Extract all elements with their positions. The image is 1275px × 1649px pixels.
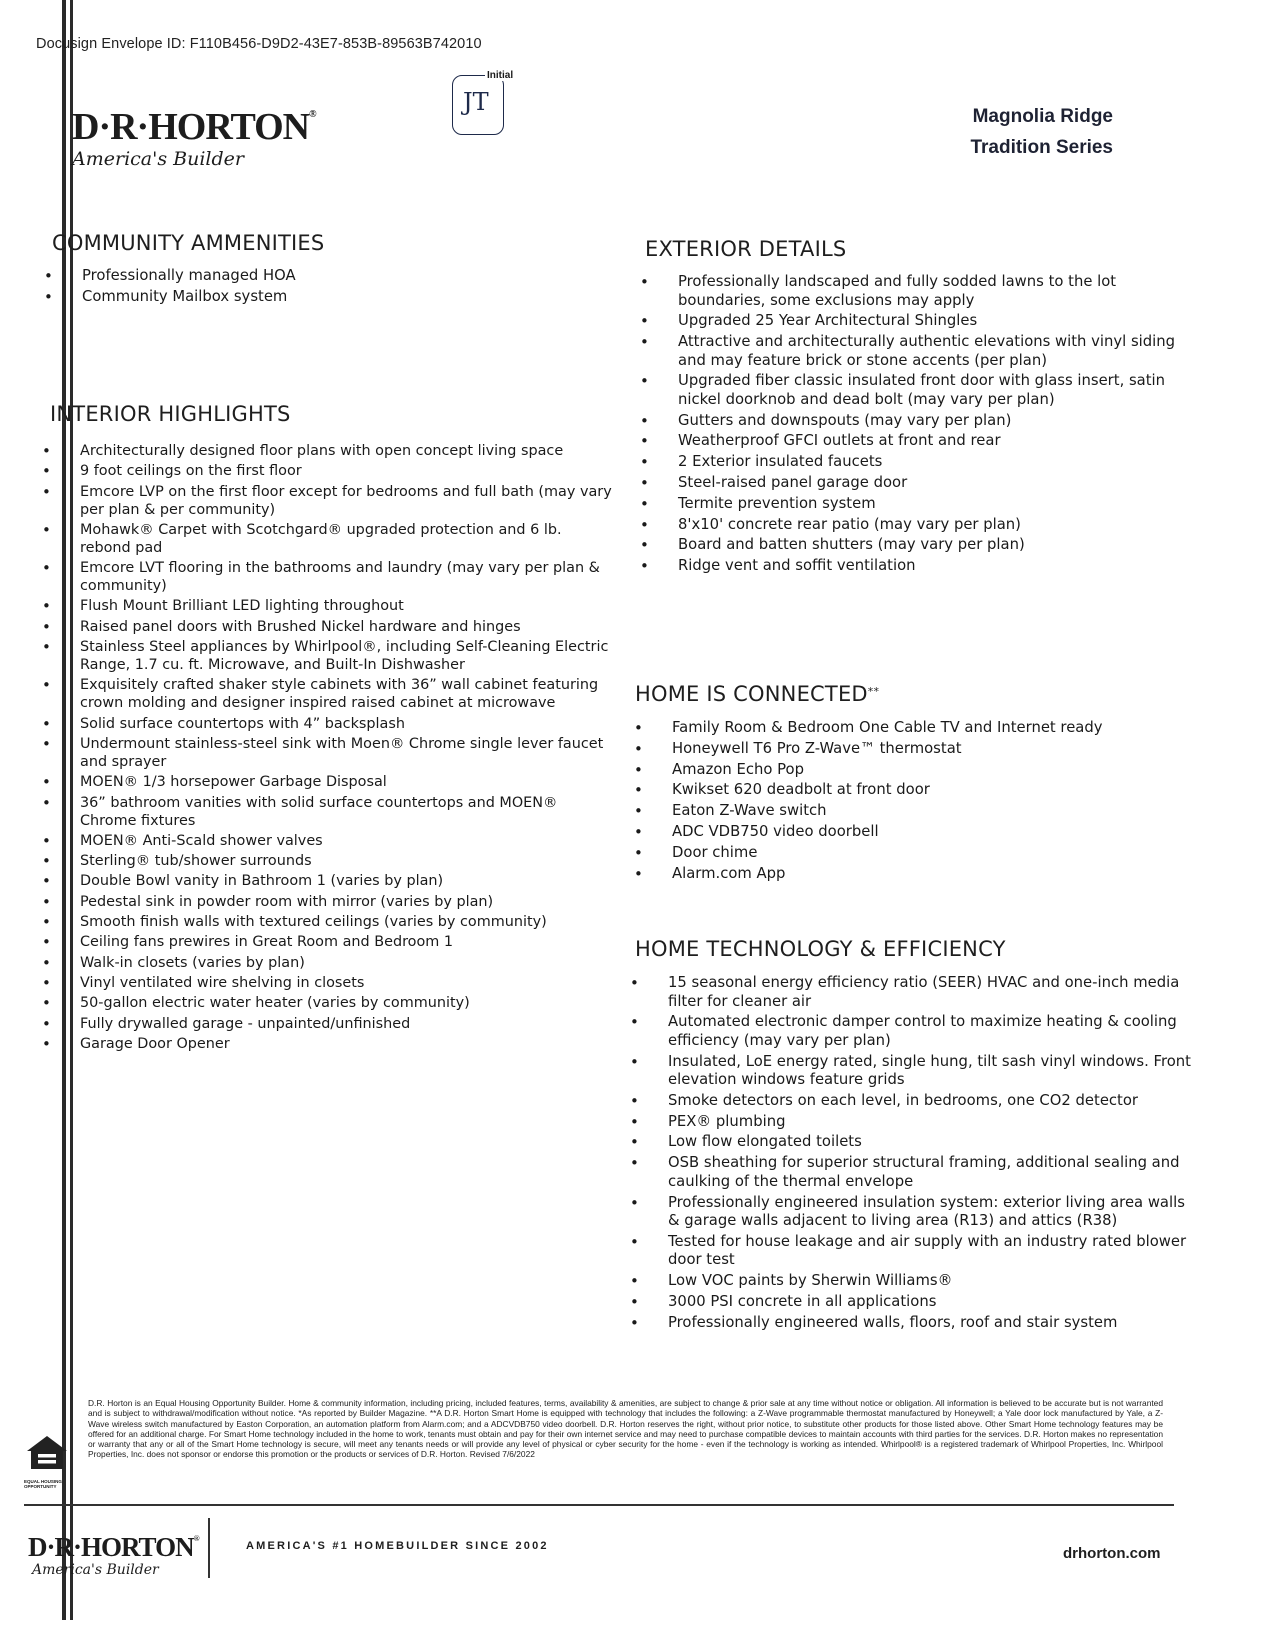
list-item: • Emcore LVP on the first floor except for bedrooms and full bath (may vary per plan & per community) (80, 483, 612, 519)
list-item: • Professionally managed HOA (82, 267, 602, 286)
brand-logo: D·R·HORTON® America's Builder (72, 106, 316, 170)
footer-brand-tagline: America's Builder (32, 1562, 159, 1578)
section-title-interior-highlights: INTERIOR HIGHLIGHTS (50, 402, 291, 426)
list-item: • Kwikset 620 deadbolt at front door (672, 781, 1177, 800)
equal-housing-logo (24, 1433, 72, 1489)
legal-disclaimer: D.R. Horton is an Equal Housing Opportunity Builder. Home & community information, including pricing, included features, terms, availability & amenities, are subject to change & prior sale at any time without notice or obligation. All information is believed to be accurate but is not warranted and is subject to withdrawal/modification without notice. *As reported by Builder Magazine. **A D.R. Horton Smart Home is equipped with technology that includes the following: a Z-Wave programmable thermostat manufactured by Honeywell; a Yale door lock manufactured by Yale, a Z-Wave wireless switch manufactured by Easton Corporation, an automation platform from Alarm.com; and a ADCVDB750 video doorbell. D.R. Horton reserves the right, without prior notice, to substitute other products for those listed above. Other Smart Home technology features may be offered for an additional charge. For Smart Home technology included in the home to work, tenants must obtain and pay for their own internet service and may need to purchase compatible devices to maintain accounts with third parties for the services. D.R. Horton makes no representation or warranty that any or all of the Smart Home technology is secure, will meet any tenants needs or will provide any level of physical or cyber security for the home - even if the technology is working as intended. Whirlpool® is a registered trademark of Whirlpool Properties, Inc. Whirlpool Properties, Inc. does not sponsor or endorse this promotion or the products or services of D.R. Horton. Revised 7/6/2022 (88, 1398, 1163, 1460)
list-item: • Tested for house leakage and air supply with an industry rated blower door test (668, 1233, 1198, 1270)
list-item: • Attractive and architecturally authentic elevations with vinyl siding and may feature brick or stone accents (per plan) (678, 333, 1183, 370)
list-item: • PEX® plumbing (668, 1113, 1198, 1132)
list-item: • Exquisitely crafted shaker style cabinets with 36” wall cabinet featuring crown molding and designer inspired raised cabinet at microwave (80, 676, 612, 712)
list-item: • Stainless Steel appliances by Whirlpool®, including Self-Cleaning Electric Range, 1.7 cu. ft. Microwave, and Built-In Dishwasher (80, 638, 612, 674)
list-item: • Ceiling fans prewires in Great Room and Bedroom 1 (80, 933, 612, 951)
list-item: • 15 seasonal energy efficiency ratio (SEER) HVAC and one-inch media filter for cleaner air (668, 974, 1198, 1011)
list-item: • OSB sheathing for superior structural framing, additional sealing and caulking of the thermal envelope (668, 1154, 1198, 1191)
list-item: • Mohawk® Carpet with Scotchgard® upgraded protection and 6 lb. rebond pad (80, 521, 612, 557)
home-connected-list (672, 719, 1177, 885)
list-item: • Professionally engineered walls, floors, roof and stair system (668, 1314, 1198, 1333)
list-item: • Steel-raised panel garage door (678, 474, 1183, 493)
list-item: • MOEN® 1/3 horsepower Garbage Disposal (80, 773, 612, 791)
list-item: • Community Mailbox system (82, 288, 602, 307)
list-item: • Alarm.com App (672, 865, 1177, 884)
list-item: • Upgraded fiber classic insulated front door with glass insert, satin nickel doorknob and dead bolt (may vary per plan) (678, 372, 1183, 409)
list-item: • Gutters and downspouts (may vary per plan) (678, 412, 1183, 431)
footer-divider (24, 1504, 1174, 1506)
brand-tagline: America's Builder (72, 148, 244, 170)
equal-housing-icon (24, 1433, 70, 1475)
list-item: • 9 foot ceilings on the first floor (80, 462, 612, 480)
initial-box (452, 75, 504, 135)
list-item: • Family Room & Bedroom One Cable TV and Internet ready (672, 719, 1177, 738)
list-item: • Vinyl ventilated wire shelving in closets (80, 974, 612, 992)
list-item: • Insulated, LoE energy rated, single hung, tilt sash vinyl windows. Front elevation windows feature grids (668, 1053, 1198, 1090)
list-item: • Pedestal sink in powder room with mirror (varies by plan) (80, 893, 612, 911)
list-item: • ADC VDB750 video doorbell (672, 823, 1177, 842)
interior-highlights-list (80, 442, 612, 1055)
list-item: • Architecturally designed floor plans with open concept living space (80, 442, 612, 460)
list-item: • Board and batten shutters (may vary per plan) (678, 536, 1183, 555)
home-technology-list (668, 974, 1198, 1335)
list-item: • Smooth finish walls with textured ceilings (varies by community) (80, 913, 612, 931)
list-item: • Low flow elongated toilets (668, 1133, 1198, 1152)
exterior-details-list (678, 273, 1183, 578)
section-title-home-technology: HOME TECHNOLOGY & EFFICIENCY (635, 937, 1006, 961)
docusign-envelope-id: Docusign Envelope ID: F110B456-D9D2-43E7-853B-89563B742010 (36, 36, 482, 52)
list-item: • Ridge vent and soffit ventilation (678, 557, 1183, 576)
list-item: • Amazon Echo Pop (672, 761, 1177, 780)
footer-brand-name: D·R·HORTON (28, 1532, 194, 1562)
list-item: • 3000 PSI concrete in all applications (668, 1293, 1198, 1312)
list-item: • Professionally landscaped and fully sodded lawns to the lot boundaries, some exclusions may apply (678, 273, 1183, 310)
community-name: Magnolia Ridge (972, 106, 1113, 127)
community-title (970, 101, 1113, 163)
list-item: • Termite prevention system (678, 495, 1183, 514)
list-item: • MOEN® Anti-Scald shower valves (80, 832, 612, 850)
initial-mark: JT (463, 88, 489, 116)
list-item: • Solid surface countertops with 4” backsplash (80, 715, 612, 733)
initial-label: Initial (487, 70, 514, 81)
list-item: • Weatherproof GFCI outlets at front and rear (678, 432, 1183, 451)
footnote-marker: ** (867, 685, 880, 698)
list-item: • Fully drywalled garage - unpainted/unfinished (80, 1015, 612, 1033)
community-amenities-list (82, 267, 602, 309)
list-item: • Eaton Z-Wave switch (672, 802, 1177, 821)
list-item: • Sterling® tub/shower surrounds (80, 852, 612, 870)
list-item: • Automated electronic damper control to maximize heating & cooling efficiency (may vary per plan) (668, 1013, 1198, 1050)
equal-housing-text: EQUAL HOUSING OPPORTUNITY (24, 1479, 62, 1489)
list-item: • Undermount stainless-steel sink with Moen® Chrome single lever faucet and sprayer (80, 735, 612, 771)
community-series: Tradition Series (970, 137, 1113, 158)
footer-vertical-divider (208, 1518, 210, 1578)
list-item: • Professionally engineered insulation system: exterior living area walls & garage walls adjacent to living area (R13) and attics (R38) (668, 1194, 1198, 1231)
footer-website-link[interactable]: drhorton.com (1063, 1545, 1161, 1562)
section-title-home-connected: HOME IS CONNECTED** (635, 682, 880, 706)
section-title-exterior-details: EXTERIOR DETAILS (645, 237, 847, 261)
section-title-community-amenities: COMMUNITY AMMENITIES (52, 231, 325, 255)
list-item: • 50-gallon electric water heater (varies by community) (80, 994, 612, 1012)
list-item: • Smoke detectors on each level, in bedrooms, one CO2 detector (668, 1092, 1198, 1111)
list-item: • Upgraded 25 Year Architectural Shingles (678, 312, 1183, 331)
list-item: • Raised panel doors with Brushed Nickel hardware and hinges (80, 618, 612, 636)
list-item: • Garage Door Opener (80, 1035, 612, 1053)
list-item: • 2 Exterior insulated faucets (678, 453, 1183, 472)
list-item: • Double Bowl vanity in Bathroom 1 (varies by plan) (80, 872, 612, 890)
list-item: • Low VOC paints by Sherwin Williams® (668, 1272, 1198, 1291)
list-item: • Walk-in closets (varies by plan) (80, 954, 612, 972)
brand-name: D·R·HORTON (72, 106, 310, 148)
list-item: • Flush Mount Brilliant LED lighting throughout (80, 597, 612, 615)
list-item: • 36” bathroom vanities with solid surface countertops and MOEN® Chrome fixtures (80, 794, 612, 830)
footer-brand-logo: D·R·HORTON® America's Builder (28, 1532, 199, 1578)
list-item: • Honeywell T6 Pro Z-Wave™ thermostat (672, 740, 1177, 759)
list-item: • 8'x10' concrete rear patio (may vary per plan) (678, 516, 1183, 535)
list-item: • Door chime (672, 844, 1177, 863)
footer-tagline: AMERICA'S #1 HOMEBUILDER SINCE 2002 (246, 1540, 549, 1552)
list-item: • Emcore LVT flooring in the bathrooms and laundry (may vary per plan & community) (80, 559, 612, 595)
